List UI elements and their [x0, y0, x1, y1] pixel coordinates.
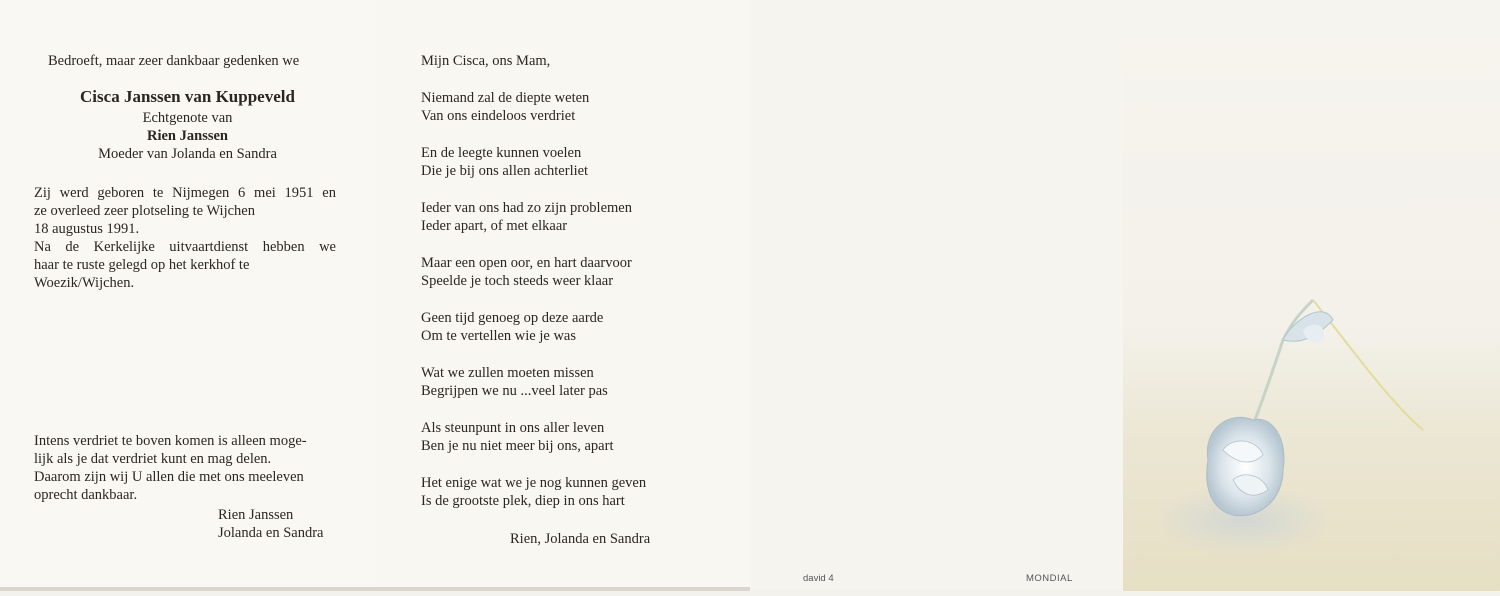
bio-line: ze overleed zeer plotseling te Wijchen: [34, 203, 255, 219]
spouse-name: Rien Janssen: [147, 128, 228, 144]
deceased-name: Cisca Janssen van Kuppeveld: [80, 87, 295, 106]
thanks-line: oprecht dankbaar.: [34, 487, 138, 503]
poem-stanza: [421, 89, 646, 125]
biography: [34, 184, 336, 292]
rose-illustration: [1123, 0, 1500, 591]
poem-line: Niemand zal de diepte weten: [421, 90, 590, 106]
poem-line: Ben je nu niet meer bij ons, apart: [421, 438, 614, 454]
rose-bloom: [1207, 417, 1284, 515]
poem: [421, 52, 646, 510]
poem-greeting: Mijn Cisca, ons Mam,: [421, 53, 551, 69]
bio-line: Na de Kerkelijke uitvaartdienst hebben we: [34, 239, 336, 255]
poem-line: Om te vertellen wie je was: [421, 328, 577, 344]
poem-stanza: [421, 199, 646, 235]
poem-line: Ieder apart, of met elkaar: [421, 218, 568, 234]
bio-line: 18 augustus 1991.: [34, 221, 140, 237]
card-inner-left: [0, 0, 375, 591]
poem-line: Wat we zullen moeten missen: [421, 365, 594, 381]
intro-text: Bedroeft, maar zeer dankbaar gedenken we: [48, 53, 300, 69]
mother-of-text: Moeder van Jolanda en Sandra: [98, 146, 277, 162]
bio-line: Zij werd geboren te Nijmegen 6 mei 1951 en: [34, 185, 336, 201]
poem-stanza: [421, 364, 646, 400]
poem-stanza: [421, 474, 646, 510]
card-edge-shadow: [0, 587, 750, 591]
thanks-line: Intens verdriet te boven komen is alleen moge-: [34, 433, 307, 449]
poem-line: Speelde je toch steeds weer klaar: [421, 273, 614, 289]
signature-line: Jolanda en Sandra: [218, 525, 324, 541]
poem-stanza: [421, 254, 646, 290]
poem-line: Begrijpen we nu ...veel later pas: [421, 383, 608, 399]
poem-line: Is de grootste plek, diep in ons hart: [421, 493, 625, 509]
card-model-label: david 4: [803, 573, 834, 584]
poem-signoff: Rien, Jolanda en Sandra: [510, 531, 651, 547]
poem-line: En de leegte kunnen voelen: [421, 145, 582, 161]
poem-line: Maar een open oor, en hart daarvoor: [421, 255, 632, 271]
bio-line: haar te ruste gelegd op het kerkhof te: [34, 257, 250, 273]
brand-label: MONDIAL: [1026, 573, 1073, 584]
thanks-line: lijk als je dat verdriet kunt en mag delen.: [34, 451, 272, 467]
bio-line: Woezik/Wijchen.: [34, 275, 135, 291]
signature-line: Rien Janssen: [218, 507, 294, 523]
poem-line: Als steunpunt in ons aller leven: [421, 420, 605, 436]
thanks-paragraph: [34, 432, 307, 504]
poem-line: Geen tijd genoeg op deze aarde: [421, 310, 604, 326]
poem-line: Ieder van ons had zo zijn problemen: [421, 200, 632, 216]
poem-line: Van ons eindeloos verdriet: [421, 108, 576, 124]
thanks-line: Daarom zijn wij U allen die met ons meeleven: [34, 469, 304, 485]
poem-stanza: [421, 144, 646, 180]
signature-block: [218, 506, 324, 542]
poem-line: Die je bij ons allen achterliet: [421, 163, 589, 179]
poem-stanza: [421, 309, 646, 345]
poem-stanza: [421, 419, 646, 455]
spouse-label: Echtgenote van: [142, 110, 233, 126]
poem-line: Het enige wat we je nog kunnen geven: [421, 475, 647, 491]
